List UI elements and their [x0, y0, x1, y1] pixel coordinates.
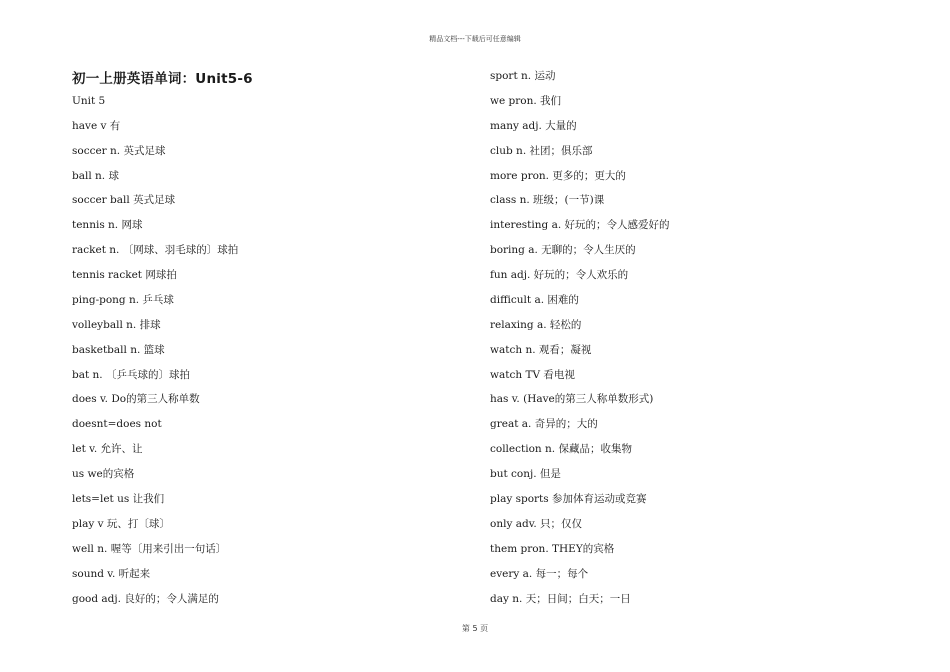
vocab-entry: watch TV 看电视	[490, 369, 575, 381]
vocab-entry: day n. 天；日间；白天；一日	[490, 593, 631, 605]
vocab-entry: volleyball n. 排球	[72, 319, 161, 331]
vocab-entry: bat n. 〔乒乓球的〕球拍	[72, 369, 190, 381]
vocab-entry: Unit 5	[72, 95, 106, 107]
vocab-entry: them pron. THEY的宾格	[490, 543, 615, 555]
vocab-entry: us we的宾格	[72, 468, 135, 480]
vocab-entry: fun adj. 好玩的；令人欢乐的	[490, 269, 629, 281]
vocab-entry: soccer n. 英式足球	[72, 145, 166, 157]
vocab-entry: tennis racket 网球拍	[72, 269, 177, 281]
vocab-entry: more pron. 更多的；更大的	[490, 170, 626, 182]
page-header: 精品文档---下载后可任意编辑	[429, 35, 521, 43]
vocab-entry: good adj. 良好的；令人满足的	[72, 593, 219, 605]
page-number: 第 5 页	[461, 624, 489, 633]
vocab-entry: well n. 喔等〔用来引出一句话〕	[72, 543, 227, 555]
vocab-entry: boring a. 无聊的；令人生厌的	[490, 244, 636, 256]
vocab-entry: have v 有	[72, 120, 121, 132]
vocab-entry: but conj. 但是	[490, 468, 561, 480]
vocab-entry: difficult a. 困难的	[490, 294, 579, 306]
vocab-entry: let v. 允许、让	[72, 443, 143, 455]
page-title: 初一上册英语单词：Unit5-6	[72, 71, 253, 87]
vocab-entry: club n. 社团；俱乐部	[490, 145, 593, 157]
vocab-entry: many adj. 大量的	[490, 120, 577, 132]
vocab-entry: play v 玩、打〔球〕	[72, 518, 170, 530]
vocab-entry: racket n. 〔网球、羽毛球的〕球拍	[72, 244, 239, 256]
vocab-entry: interesting a. 好玩的；令人感爱好的	[490, 219, 670, 231]
vocab-entry: only adv. 只；仅仅	[490, 518, 583, 530]
vocab-entry: play sports 参加体育运动或竞赛	[490, 493, 647, 505]
vocab-entry: sport n. 运动	[490, 70, 556, 82]
vocab-entry: has v. (Have的第三人称单数形式)	[490, 393, 654, 405]
vocab-entry: lets=let us 让我们	[72, 493, 165, 505]
vocab-entry: great a. 奇异的；大的	[490, 418, 598, 430]
vocab-entry: relaxing a. 轻松的	[490, 319, 582, 331]
vocab-entry: sound v. 听起来	[72, 568, 151, 580]
vocab-entry: ping-pong n. 乒乓球	[72, 294, 174, 306]
vocab-entry: every a. 每一；每个	[490, 568, 589, 580]
vocab-entry: basketball n. 篮球	[72, 344, 165, 356]
vocab-entry: ball n. 球	[72, 170, 119, 182]
vocab-entry: soccer ball 英式足球	[72, 194, 176, 206]
vocab-entry: collection n. 保藏品；收集物	[490, 443, 632, 455]
vocab-entry: tennis n. 网球	[72, 219, 143, 231]
vocab-entry: doesnt=does not	[72, 418, 162, 430]
vocab-entry: class n. 班级；(一节)课	[490, 194, 605, 206]
vocab-entry: does v. Do的第三人称单数	[72, 393, 200, 405]
vocab-entry: watch n. 观看；凝视	[490, 344, 592, 356]
vocab-entry: we pron. 我们	[490, 95, 562, 107]
